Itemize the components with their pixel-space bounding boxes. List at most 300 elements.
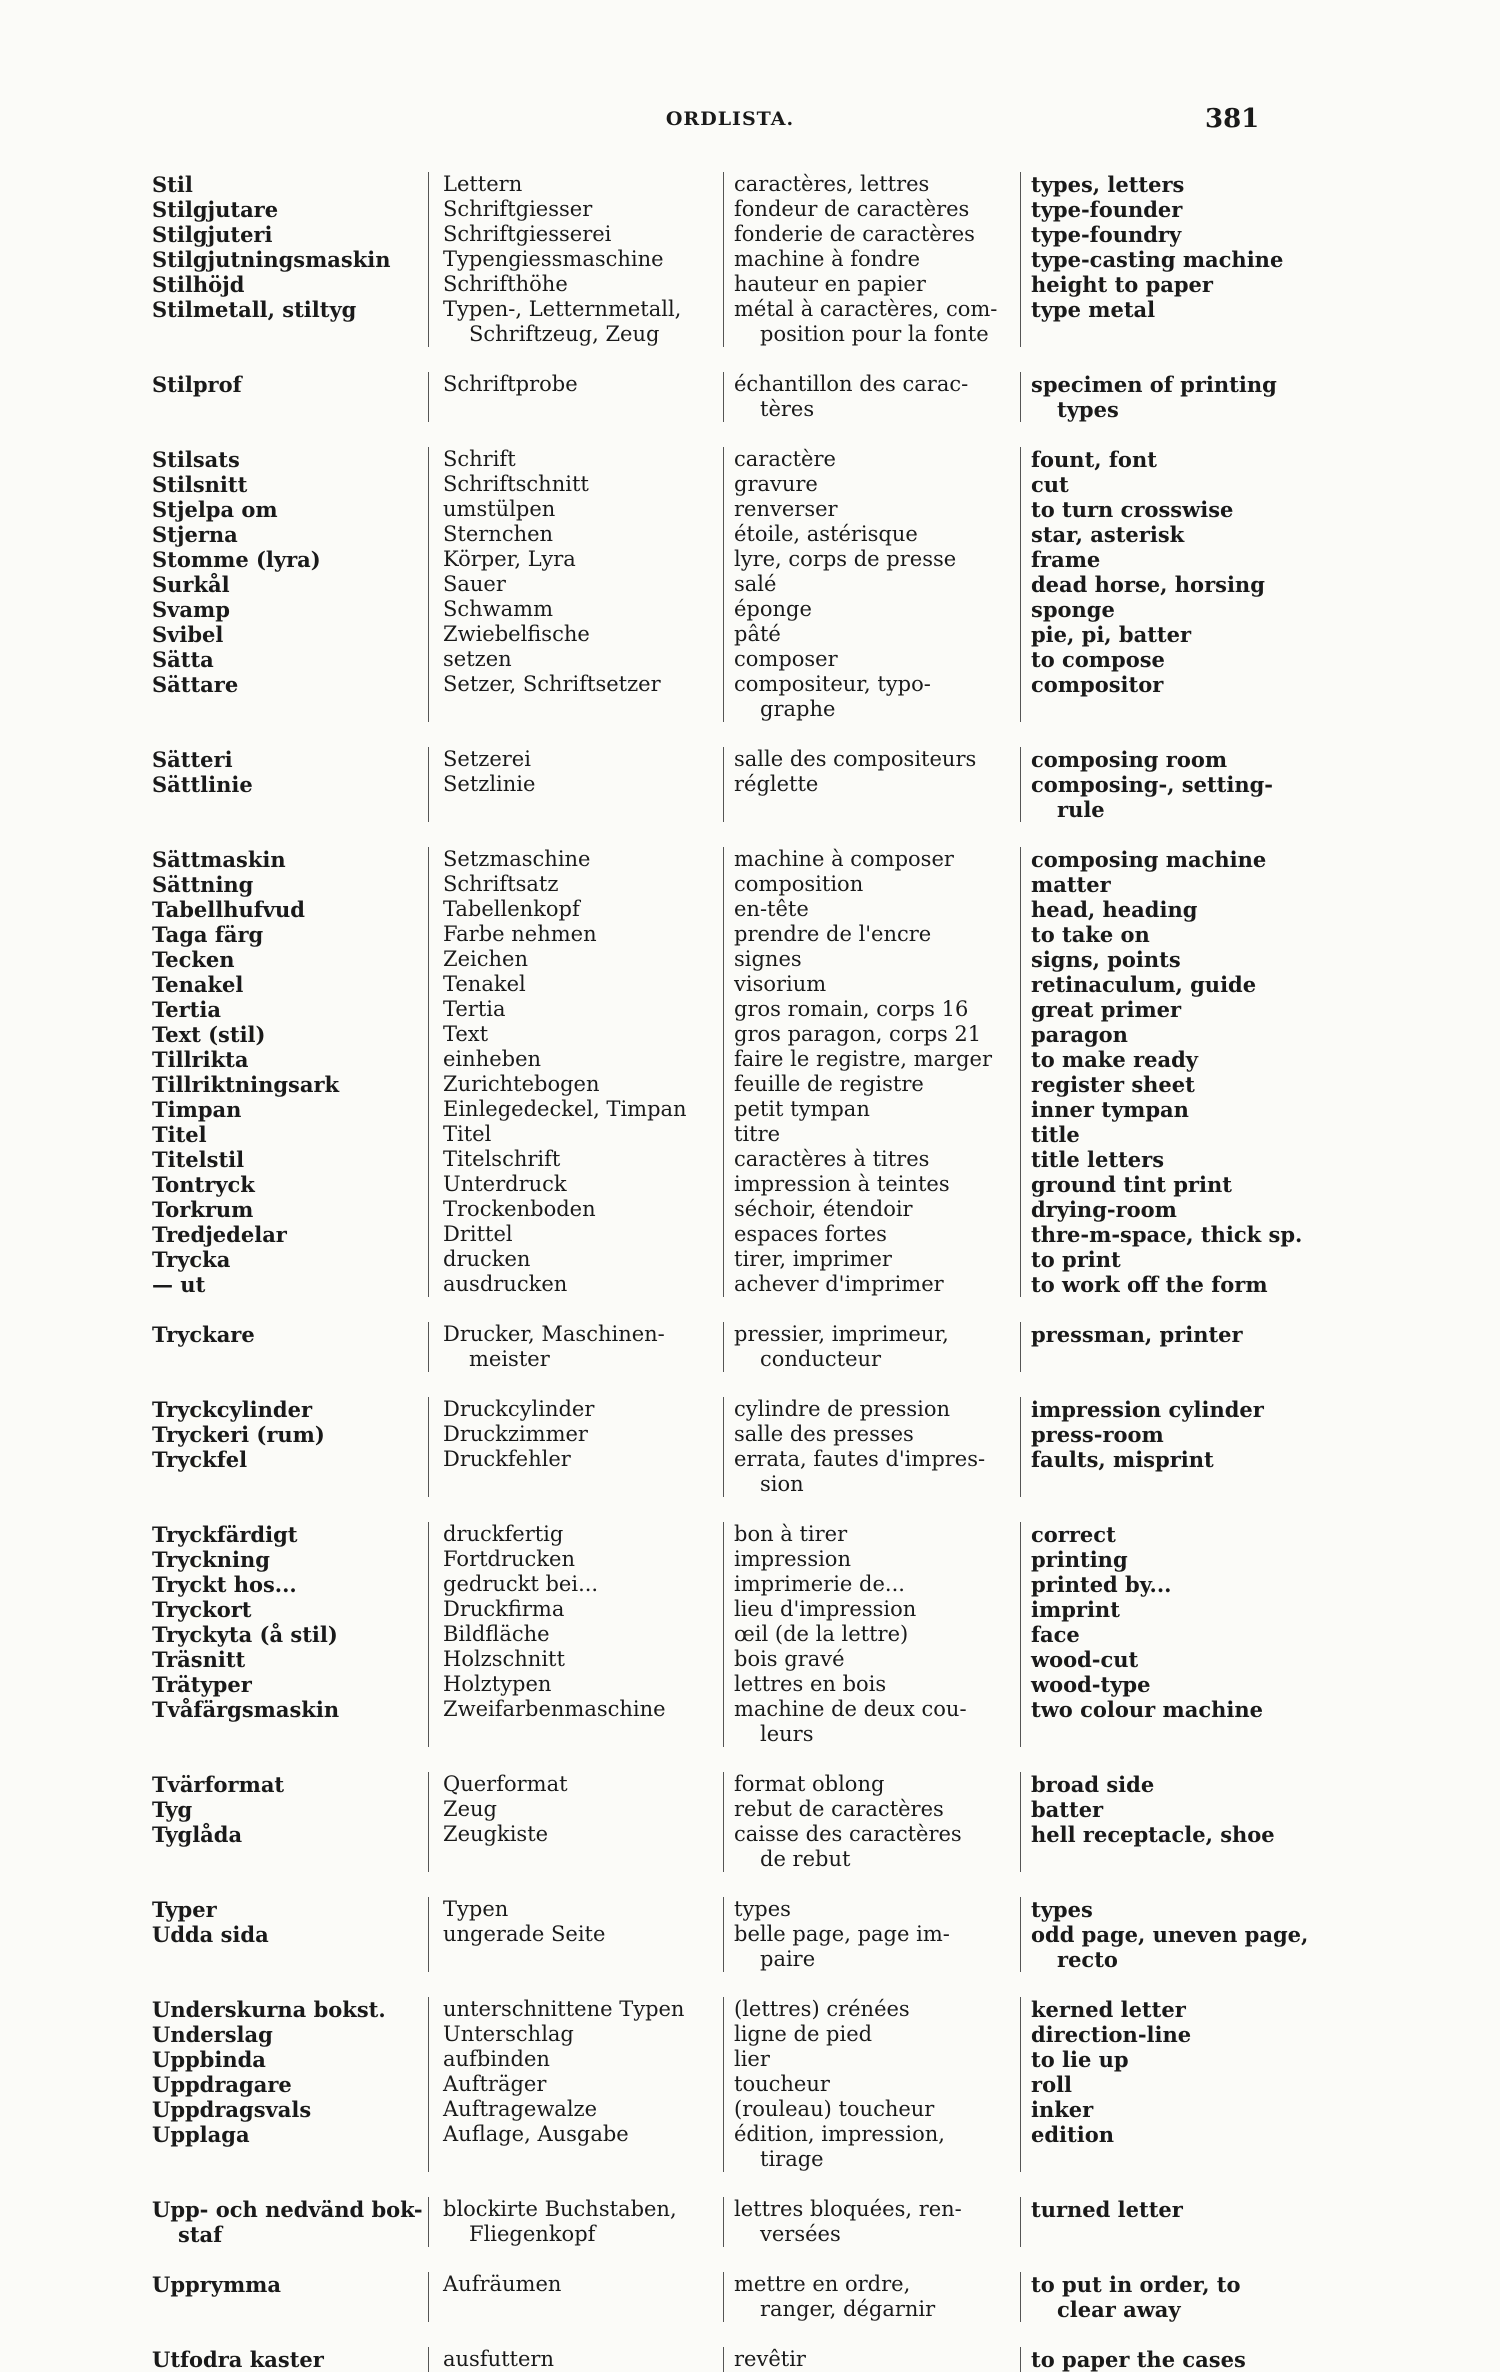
french-term-line: machine de deux cou-: [734, 1697, 967, 1721]
french-term-line: fonderie de caractères: [734, 222, 975, 246]
french-term: [723, 1997, 1020, 2022]
german-term-line: Aufträger: [443, 2072, 547, 2096]
english-term: [1020, 1422, 1320, 1447]
french-term: [723, 2122, 1020, 2172]
swedish-term-line: Tyglåda: [152, 1822, 243, 1847]
german-term: [428, 472, 723, 497]
english-term-line: composing room: [1031, 747, 1228, 772]
french-term-line: séchoir, étendoir: [734, 1197, 913, 1221]
french-term: [723, 2197, 1020, 2247]
english-term: [1020, 1022, 1320, 1047]
french-term: [723, 1772, 1020, 1797]
english-term: [1020, 1772, 1320, 1797]
swedish-term: [0, 1797, 273, 1822]
glossary-row: [0, 447, 1500, 472]
glossary-row: [0, 222, 1500, 247]
german-term: [428, 297, 723, 347]
german-term-line: Bildfläche: [443, 1622, 550, 1646]
german-term-line: ausfuttern: [443, 2347, 554, 2371]
german-term-line: einheben: [443, 1047, 542, 1071]
german-term-line: umstülpen: [443, 497, 556, 521]
french-term-line: signes: [734, 947, 802, 971]
german-term-line: Setzer, Schriftsetzer: [443, 672, 661, 696]
swedish-term-line: Tenakel: [152, 972, 244, 997]
english-term-line: pressman, printer: [1031, 1322, 1243, 1347]
german-term: [428, 747, 723, 772]
english-term-line: inner tympan: [1031, 1097, 1189, 1122]
swedish-term-line: Trätyper: [152, 1672, 252, 1697]
german-term: [428, 2272, 723, 2322]
english-term: [1020, 522, 1320, 547]
french-term: [723, 197, 1020, 222]
swedish-term-line: Sättlinie: [152, 772, 253, 797]
german-term-line: Typen: [443, 1897, 509, 1921]
french-term-line: renverser: [734, 497, 838, 521]
german-term: [428, 1047, 723, 1072]
french-term-line: salle des presses: [734, 1422, 914, 1446]
english-term: [1020, 2022, 1320, 2047]
french-term-line: machine à composer: [734, 847, 954, 871]
french-term-line: graphe: [760, 697, 836, 721]
swedish-term-line: Uppdragsvals: [152, 2097, 312, 2122]
glossary-row: [0, 2022, 1500, 2047]
german-term: [428, 497, 723, 522]
swedish-term: [0, 1597, 273, 1622]
english-term: [1020, 1897, 1320, 1922]
english-term: [1020, 1222, 1320, 1247]
french-term-line: paire: [760, 1947, 816, 1971]
german-term: [428, 1897, 723, 1922]
swedish-term: [0, 497, 278, 522]
french-term-line: caractères, lettres: [734, 172, 930, 196]
french-term-line: (lettres) crénées: [734, 1997, 910, 2021]
english-term-line: great primer: [1031, 997, 1182, 1022]
english-term: [1020, 1572, 1320, 1597]
german-term-line: Titelschrift: [443, 1147, 561, 1171]
french-term-line: lyre, corps de presse: [734, 547, 957, 571]
english-term: [1020, 1247, 1320, 1272]
french-term: [723, 622, 1020, 647]
german-term-line: Sauer: [443, 572, 506, 596]
french-term: [723, 1072, 1020, 1097]
french-term: [723, 2047, 1020, 2072]
swedish-term-line: Titel: [152, 1122, 207, 1147]
english-term-line: broad side: [1031, 1772, 1155, 1797]
glossary-row: [0, 997, 1500, 1022]
english-term-line: turned letter: [1031, 2197, 1183, 2222]
french-term: [723, 1572, 1020, 1597]
swedish-term: [0, 1247, 273, 1272]
german-term: [428, 897, 723, 922]
german-term: [428, 1197, 723, 1222]
swedish-term-line: Tabellhufvud: [152, 897, 305, 922]
french-term: [723, 1197, 1020, 1222]
swedish-term-line: Sättare: [152, 672, 239, 697]
swedish-term: [0, 247, 391, 272]
swedish-term-line: Träsnitt: [152, 1647, 246, 1672]
glossary-row: [0, 1147, 1500, 1172]
glossary-row: [0, 1922, 1500, 1972]
glossary-row: [0, 2072, 1500, 2097]
swedish-term-line: Tertia: [152, 997, 221, 1022]
german-term-line: Druckfehler: [443, 1447, 571, 1471]
english-term: [1020, 2272, 1320, 2322]
french-term-line: fondeur de caractères: [734, 197, 970, 221]
english-term: [1020, 847, 1320, 872]
swedish-term: [0, 2047, 273, 2072]
german-term-line: setzen: [443, 647, 512, 671]
german-term-line: Text: [443, 1022, 489, 1046]
french-term-line: belle page, page im-: [734, 1922, 950, 1946]
english-term: [1020, 1822, 1320, 1872]
english-term: [1020, 1597, 1320, 1622]
french-term: [723, 972, 1020, 997]
swedish-term-line: Tvåfärgsmaskin: [152, 1697, 340, 1722]
german-term: [428, 172, 723, 197]
french-term: [723, 1047, 1020, 1072]
german-term: [428, 997, 723, 1022]
english-term: [1020, 1522, 1320, 1547]
swedish-term-line: Stilgjutare: [152, 197, 279, 222]
german-term-line: Einlegedeckel, Timpan: [443, 1097, 687, 1121]
german-term: [428, 1922, 723, 1972]
glossary-row: [0, 1647, 1500, 1672]
swedish-term: [0, 1822, 273, 1872]
glossary-row: [0, 247, 1500, 272]
swedish-term: [0, 1522, 298, 1547]
french-term-line: sion: [760, 1472, 804, 1496]
german-term-line: Drucker, Maschinen-: [443, 1322, 665, 1346]
glossary-row: [0, 1797, 1500, 1822]
swedish-term-line: Stilgjuteri: [152, 222, 273, 247]
english-term: [1020, 922, 1320, 947]
glossary-row: [0, 947, 1500, 972]
english-term: [1020, 2347, 1320, 2372]
swedish-term-line: Stilhöjd: [152, 272, 245, 297]
swedish-term-line: — ut: [152, 1272, 206, 1297]
swedish-term: [0, 872, 273, 897]
english-term-line: wood-type: [1031, 1672, 1151, 1697]
german-term: [428, 2072, 723, 2097]
glossary-row: [0, 597, 1500, 622]
french-term-line: impression: [734, 1547, 851, 1571]
english-term: [1020, 747, 1320, 772]
glossary-row: [0, 1422, 1500, 1447]
french-term-line: hauteur en papier: [734, 272, 926, 296]
german-term-line: Lettern: [443, 172, 523, 196]
swedish-term-line: Tryckort: [152, 1597, 252, 1622]
english-term-line: batter: [1031, 1797, 1104, 1822]
swedish-term-line: Stomme (lyra): [152, 547, 321, 572]
french-term-line: versées: [760, 2222, 841, 2246]
french-term: [723, 947, 1020, 972]
french-term-line: gros romain, corps 16: [734, 997, 969, 1021]
german-term: [428, 622, 723, 647]
swedish-term-line: Sättmaskin: [152, 847, 286, 872]
english-term-line: signs, points: [1031, 947, 1181, 972]
german-term-line: unterschnittene Typen: [443, 1997, 685, 2021]
english-term-line: to take on: [1031, 922, 1150, 947]
english-term-line: title letters: [1031, 1147, 1165, 1172]
french-term: [723, 1147, 1020, 1172]
swedish-term-line: Torkrum: [152, 1197, 254, 1222]
english-term-line: fount, font: [1031, 447, 1157, 472]
swedish-term: [0, 1197, 273, 1222]
glossary-row: [0, 1322, 1500, 1372]
french-term-line: position pour la fonte: [760, 322, 989, 346]
german-term-line: Schrifthöhe: [443, 272, 568, 296]
swedish-term: [0, 972, 273, 997]
french-term-line: réglette: [734, 772, 819, 796]
swedish-term: [0, 1897, 273, 1922]
swedish-term-line: Tredjedelar: [152, 1222, 287, 1247]
english-term-line: compositor: [1031, 672, 1164, 697]
swedish-term: [0, 1422, 325, 1447]
french-term: [723, 1922, 1020, 1972]
german-term-line: Zweifarbenmaschine: [443, 1697, 666, 1721]
glossary-row: [0, 1172, 1500, 1197]
swedish-term-line: Svamp: [152, 597, 230, 622]
french-term-line: salle des compositeurs: [734, 747, 977, 771]
german-term-line: Tertia: [443, 997, 506, 1021]
german-term-line: Schrift: [443, 447, 516, 471]
english-term-line: matter: [1031, 872, 1111, 897]
english-term: [1020, 1122, 1320, 1147]
english-term: [1020, 947, 1320, 972]
french-term-line: conducteur: [760, 1347, 882, 1371]
french-term: [723, 772, 1020, 822]
swedish-term-line: Stil: [152, 172, 193, 197]
glossary-row: [0, 1522, 1500, 1547]
swedish-term-line: Stilprof: [152, 372, 242, 397]
english-term: [1020, 897, 1320, 922]
french-term: [723, 1397, 1020, 1422]
glossary-row: [0, 1222, 1500, 1247]
french-term: [723, 1422, 1020, 1447]
french-term: [723, 1672, 1020, 1697]
french-term: [723, 522, 1020, 547]
english-term: [1020, 1647, 1320, 1672]
swedish-term: [0, 1172, 273, 1197]
swedish-term: [0, 1222, 287, 1247]
glossary-row: [0, 1897, 1500, 1922]
glossary-row: [0, 972, 1500, 997]
swedish-term-line: Stjelpa om: [152, 497, 278, 522]
french-term-line: imprimerie de...: [734, 1572, 905, 1596]
english-term: [1020, 1047, 1320, 1072]
english-term-line: to put in order, to: [1031, 2272, 1241, 2297]
swedish-term-line: Utfodra kaster: [152, 2347, 324, 2372]
glossary-row: [0, 372, 1500, 422]
english-term: [1020, 172, 1320, 197]
english-term-line: edition: [1031, 2122, 1114, 2147]
french-term: [723, 1122, 1020, 1147]
swedish-term-line: Uppdragare: [152, 2072, 292, 2097]
swedish-term: [0, 2122, 273, 2172]
german-term: [428, 972, 723, 997]
french-term: [723, 672, 1020, 722]
swedish-term-line: Upp- och nedvänd bok-: [152, 2197, 423, 2222]
english-term-line: inker: [1031, 2097, 1094, 2122]
english-term: [1020, 2072, 1320, 2097]
english-term: [1020, 1622, 1320, 1647]
french-term: [723, 2272, 1020, 2322]
swedish-term: [0, 1072, 340, 1097]
swedish-term: [0, 1697, 340, 1747]
glossary-row: [0, 672, 1500, 722]
page-header: [0, 104, 1500, 144]
french-term-line: caractère: [734, 447, 836, 471]
glossary-row: [0, 897, 1500, 922]
german-term-line: ausdrucken: [443, 1272, 568, 1296]
french-term: [723, 747, 1020, 772]
german-term-line: Holztypen: [443, 1672, 552, 1696]
german-term-line: aufbinden: [443, 2047, 550, 2071]
english-term-line: direction-line: [1031, 2022, 1192, 2047]
german-term-line: Körper, Lyra: [443, 547, 576, 571]
english-term: [1020, 297, 1320, 347]
german-term: [428, 1547, 723, 1572]
french-term-line: éponge: [734, 597, 812, 621]
french-term-line: caisse des caractères: [734, 1822, 962, 1846]
swedish-term: [0, 2072, 292, 2097]
french-term-line: bois gravé: [734, 1647, 845, 1671]
english-term: [1020, 2097, 1320, 2122]
english-term-line: recto: [1057, 1947, 1118, 1972]
swedish-term: [0, 847, 286, 872]
english-term-line: types, letters: [1031, 172, 1185, 197]
english-term: [1020, 1672, 1320, 1697]
english-term: [1020, 1147, 1320, 1172]
glossary-row: [0, 747, 1500, 772]
glossary-row: [0, 297, 1500, 347]
german-term: [428, 672, 723, 722]
swedish-term: [0, 1922, 273, 1972]
swedish-term: [0, 522, 273, 547]
french-term-line: ligne de pied: [734, 2022, 873, 2046]
english-term: [1020, 1697, 1320, 1747]
english-term: [1020, 1097, 1320, 1122]
french-term-line: composition: [734, 872, 864, 896]
swedish-term-line: Tryckare: [152, 1322, 255, 1347]
swedish-term: [0, 1547, 273, 1572]
glossary-row: [0, 197, 1500, 222]
german-term-line: Druckzimmer: [443, 1422, 588, 1446]
german-term-line: Schriftprobe: [443, 372, 578, 396]
swedish-term-line: Surkål: [152, 572, 230, 597]
french-term: [723, 1272, 1020, 1297]
swedish-term-line: staf: [178, 2222, 223, 2247]
swedish-term-line: Tryckcylinder: [152, 1397, 313, 1422]
german-term: [428, 1422, 723, 1447]
french-term-line: format oblong: [734, 1772, 885, 1796]
german-term: [428, 222, 723, 247]
swedish-term: [0, 1122, 273, 1147]
english-term-line: printing: [1031, 1547, 1128, 1572]
french-term-line: prendre de l'encre: [734, 922, 932, 946]
french-term: [723, 497, 1020, 522]
german-term-line: Auftragewalze: [443, 2097, 598, 2121]
page-number: 381: [1205, 104, 1260, 134]
french-term: [723, 2022, 1020, 2047]
french-term-line: lettres bloquées, ren-: [734, 2197, 962, 2221]
german-term-line: Titel: [443, 1122, 492, 1146]
glossary-row: [0, 2097, 1500, 2122]
swedish-term: [0, 1322, 273, 1372]
english-term-line: title: [1031, 1122, 1080, 1147]
french-term: [723, 2347, 1020, 2372]
french-term: [723, 997, 1020, 1022]
german-term-line: drucken: [443, 1247, 531, 1271]
german-term-line: Sternchen: [443, 522, 554, 546]
french-term: [723, 1522, 1020, 1547]
glossary-row: [0, 1697, 1500, 1747]
french-term: [723, 2097, 1020, 2122]
english-term-line: to print: [1031, 1247, 1121, 1272]
swedish-term-line: Underslag: [152, 2022, 273, 2047]
german-term: [428, 847, 723, 872]
english-term-line: composing-, setting-: [1031, 772, 1274, 797]
german-term: [428, 647, 723, 672]
glossary-row: [0, 1672, 1500, 1697]
swedish-term: [0, 1272, 273, 1297]
swedish-term-line: Trycka: [152, 1247, 231, 1272]
french-term-line: lier: [734, 2047, 770, 2071]
french-term: [723, 297, 1020, 347]
english-term-line: type-foundry: [1031, 222, 1182, 247]
english-term-line: correct: [1031, 1522, 1116, 1547]
german-term: [428, 1122, 723, 1147]
swedish-term-line: Tontryck: [152, 1172, 255, 1197]
running-title: ORDLISTA.: [665, 108, 795, 130]
english-term-line: type metal: [1031, 297, 1156, 322]
swedish-term: [0, 372, 273, 422]
english-term-line: to lie up: [1031, 2047, 1129, 2072]
english-term-line: dead horse, horsing: [1031, 572, 1265, 597]
swedish-term-line: Sättning: [152, 872, 254, 897]
english-term-line: press-room: [1031, 1422, 1164, 1447]
german-term: [428, 547, 723, 572]
english-term: [1020, 1172, 1320, 1197]
english-term-line: roll: [1031, 2072, 1073, 2097]
german-term-line: Druckcylinder: [443, 1397, 595, 1421]
glossary-row: [0, 1572, 1500, 1597]
english-term-line: impression cylinder: [1031, 1397, 1264, 1422]
french-term-line: compositeur, typo-: [734, 672, 931, 696]
english-term: [1020, 222, 1320, 247]
german-term: [428, 772, 723, 822]
german-term: [428, 1647, 723, 1672]
swedish-term: [0, 2097, 312, 2122]
english-term: [1020, 1197, 1320, 1222]
swedish-term: [0, 647, 273, 672]
swedish-term: [0, 297, 357, 347]
english-term-line: type-founder: [1031, 197, 1183, 222]
french-term: [723, 1647, 1020, 1672]
swedish-term-line: Stilsats: [152, 447, 240, 472]
english-term-line: kerned letter: [1031, 1997, 1186, 2022]
glossary-row: [0, 1447, 1500, 1497]
french-term: [723, 647, 1020, 672]
german-term: [428, 247, 723, 272]
english-term-line: paragon: [1031, 1022, 1128, 1047]
german-term-line: Schriftschnitt: [443, 472, 589, 496]
swedish-term-line: Titelstil: [152, 1147, 245, 1172]
english-term: [1020, 2122, 1320, 2172]
french-term: [723, 922, 1020, 947]
german-term: [428, 1147, 723, 1172]
glossary-row: [0, 1597, 1500, 1622]
